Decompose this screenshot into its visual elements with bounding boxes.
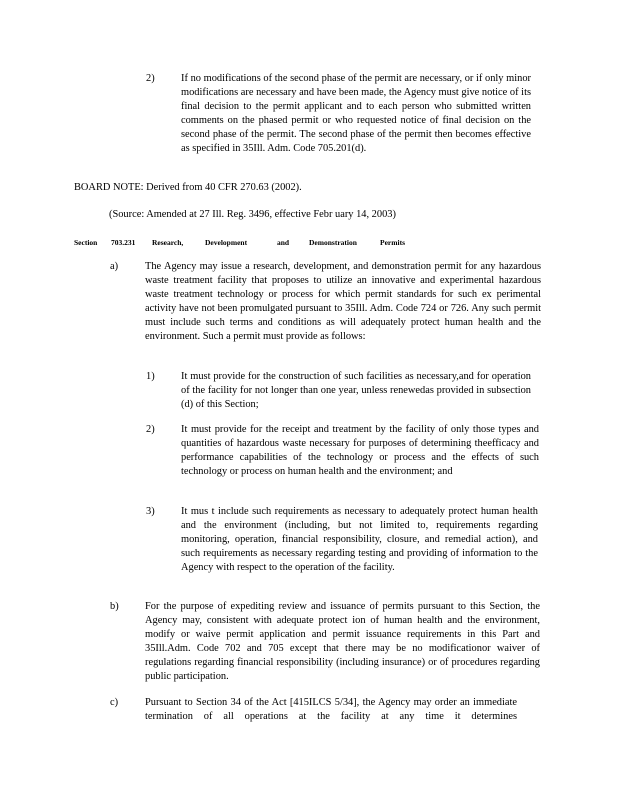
- section-number: 703.231: [111, 238, 136, 247]
- section-label: Section: [74, 238, 98, 247]
- source-note: (Source: Amended at 27 Ill. Reg. 3496, effective Febr uary 14, 2003): [109, 209, 396, 220]
- section-title-word: Permits: [380, 238, 405, 247]
- board-note: BOARD NOTE: Derived from 40 CFR 270.63 (2002).: [74, 182, 302, 193]
- item-number: 3): [146, 506, 155, 517]
- item-paragraph: If no modifications of the second phase of the permit are necessary, or if only minor modifications are necessary and have been made, the Agency must give notice of its final decision to the permit applicant and to each person who submitted written comments on the phased permit or who requested notice of final decision on the second phase of the permit. The second phase of the permit then becomes effective as specified in 35Ill. Adm. Code 705.201(d).: [181, 73, 531, 154]
- section-title-word: Research,: [152, 238, 184, 247]
- subsection-paragraph: For the purpose of expediting review and issuance of permits pursuant to this Section, the Agency may, consistent with adequate protect ion of human health and the environment, modify or waive permit application and permit issuance requirements in this Part and 35Ill.Adm. Code 702 and 705 except that there may be no modificationor waiver of regulations regarding financial responsibility (including insurance) or of procedures regarding public participation.: [145, 601, 540, 682]
- item-paragraph: It must provide for the receipt and treatment by the facility of only those types and quantities of hazardous waste necessary for purposes of determining theefficacy and performance capabilities of the technology or process and the effects of such technology or process on human health and the environment; and: [181, 424, 539, 477]
- item-number: 1): [146, 371, 155, 382]
- item-paragraph: It mus t include such requirements as necessary to adequately protect human health and the environment (including, but not limited to, requirements regarding monitoring, operation, financial responsibility, closure, and remedial action), and such requirements as necessary regarding testing and providing of information to the Agency with respect to the operation of the facility.: [181, 506, 538, 573]
- subsection-letter: c): [110, 697, 119, 708]
- item-number: 2): [146, 424, 155, 435]
- section-title-word: Demonstration: [309, 238, 357, 247]
- section-heading: [74, 236, 544, 250]
- subsection-paragraph: The Agency may issue a research, development, and demonstration permit for any hazardous waste treatment facility that proposes to utilize an innovative and experimental hazardous waste treatment technology or process for which permit standards for such ex perimental activity have not been promulgated pursuant to 35Ill. Adm. Code 724 or 726. Any such permit must include such terms and conditions as will adequately protect human health and the environment. Such a permit must provide as follows:: [145, 261, 541, 342]
- section-title-word: and: [277, 238, 290, 247]
- subsection-paragraph: Pursuant to Section 34 of the Act [415ILCS 5/34], the Agency may order an immediate termination of all operations at the facility at any time it determines: [145, 697, 517, 722]
- subsection-letter: a): [110, 261, 119, 272]
- item-paragraph: It must provide for the construction of such facilities as necessary,and for operation of the facility for not longer than one year, unless renewedas provided in subsection (d) of this Section;: [181, 371, 531, 410]
- subsection-letter: b): [110, 601, 119, 612]
- section-title-word: Development: [205, 238, 248, 247]
- item-number: 2): [146, 73, 155, 84]
